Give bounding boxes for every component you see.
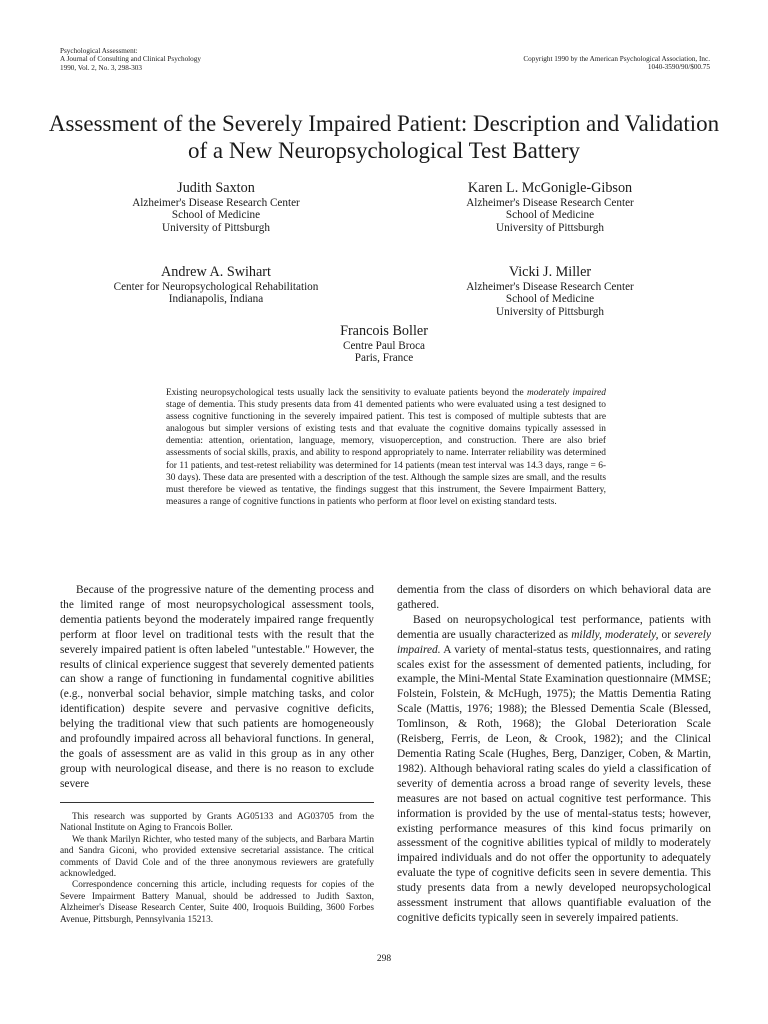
author-affiliation: School of Medicine [505, 293, 595, 306]
article-title [40, 110, 728, 164]
author-name: Judith Saxton [177, 180, 255, 196]
author-affiliation: Centre Paul Broca [342, 340, 426, 352]
journal-volume: 1990, Vol. 2, No. 3, 298-303 [60, 63, 142, 72]
copyright-line: Copyright 1990 by the American Psychological Association, Inc. [523, 55, 710, 63]
author-affiliation: Paris, France [354, 352, 414, 365]
footnotes [60, 812, 374, 926]
body-paragraph [397, 613, 711, 926]
author-block-miller [420, 264, 680, 318]
paragraph-text: or [658, 628, 675, 641]
emphasis-severely-impaired: severely impaired. [397, 628, 712, 656]
body-right-column [397, 583, 711, 926]
author-block-swihart [76, 264, 356, 306]
body-left-column [60, 583, 374, 792]
author-affiliation: Alzheimer's Disease Research Center [132, 197, 300, 209]
paragraph-text: Based on neuropsychological test performance, patients with dementia are usually characterized as [397, 613, 711, 641]
journal-subtitle: A Journal of Consulting and Clinical Psychology [60, 55, 201, 64]
continued-paragraph: dementia from the class of disorders on which behavioral data are gathered. [397, 584, 711, 611]
author-affiliation: Alzheimer's Disease Research Center [466, 197, 634, 209]
author-name: Vicki J. Miller [508, 264, 592, 280]
author-affiliation: Indianapolis, Indiana [168, 293, 264, 306]
author-block-saxton [86, 180, 346, 234]
emphasis-severity-terms: mildly, moderately, [571, 628, 659, 641]
abstract-text-rest: stage of dementia. This study presents data from 41 demented patients who were evaluated using a test designed to assess cognitive functioning in the severely impaired patient. This test is composed of multiple subtests that are analogous but simpler versions of existing tests and that evaluate the cognitive domains typically assessed in dementia: attention, orientation, language, memory, visuoperception, and construction. There are also brief assessments of social skills, praxis, and ability to respond appropriately to name. Interrater reliability was determined for 11 patients, and test-retest reliability was determined for 14 patients (mean test interval was 14.3 days, range = 6-30 days). These data are presented with a description of the test. Although the sample sizes are small, and the results must therefore be viewed as tentative, the findings suggest that this instrument, the Severe Impairment Battery, measures a range of cognitive functions in patients who perform at floor level on existing standard tests. [166, 400, 606, 507]
author-affiliation: Alzheimer's Disease Research Center [466, 281, 634, 293]
author-name: Francois Boller [340, 323, 428, 339]
author-affiliation: University of Pittsburgh [162, 221, 270, 234]
footnote-divider [60, 802, 374, 803]
title-line-1: Assessment of the Severely Impaired Patient: Description and Validation [48, 111, 720, 136]
footnote-correspondence: Correspondence concerning this article, including requests for copies of the Severe Impairment Battery Manual, should be addressed to Judith Saxton, Alzheimer's Disease Research Center, Suite 400, Iroquois Building, 3600 Forbes Avenue, Pittsburgh, Pennsylvania 15213. [60, 880, 374, 925]
paragraph-text: A variety of mental-status tests, questionnaires, and rating scales exist for the assessment of demented patients, including, for example, the Mini-Mental State Examination questionnaire (MMSE; Folstein, Folstein, & McHugh, 1975); the Mattis Dementia Rating Scale (Mattis, 1976; 1988); the Blessed Dementia Scale (Blessed, Tomlinson, & Roth, 1968); the Global Deterioration Scale (Reisberg, Ferris, de Leon, & Crook, 1982); and the Clinical Dementia Rating Scale (Hughes, Berg, Danziger, Coben, & Martin, 1982). Although behavioral rating scales do yield a classification of severity of dementia across a broad range of severity levels, these measures are not based on actual cognitive test performance. This information is provided by the use of mental-status tests; however, existing performance measures of this kind focus primarily on assessment of the cognitive abilities typical of mildly to moderately impaired individuals and do not offer the opportunity to adequately evaluate the type of cognitive deficits seen in severe dementia. This study presents data from a newly developed neuropsychological assessment instrument that allows quantifiable evaluation of the cognitive deficits typically seen in severely impaired patients. [397, 643, 711, 924]
journal-name: Psychological Assessment: [60, 47, 138, 55]
author-block-boller [284, 323, 484, 365]
author-affiliation: School of Medicine [505, 209, 595, 222]
footnote-acknowledgments: We thank Marilyn Richter, who tested many of the subjects, and Barbara Martin and Sandra Giconi, who provided extensive secretarial assistance. The critical comments of David Cole and of the three anonymous reviewers are gratefully acknowledged. [60, 834, 374, 880]
author-affiliation: University of Pittsburgh [496, 221, 604, 234]
copyright-notice [523, 55, 710, 72]
abstract [166, 387, 606, 508]
footnote-funding: This research was supported by Grants AG05133 and AG03705 from the National Institute on Aging to Francois Boller. [60, 812, 374, 834]
author-name: Andrew A. Swihart [161, 264, 271, 280]
author-block-mcgonigle-gibson [420, 180, 680, 234]
author-affiliation: Center for Neuropsychological Rehabilitation [113, 281, 319, 293]
abstract-text-start: Existing neuropsychological tests usually lack the sensitivity to evaluate patients beyond the [166, 388, 527, 398]
page-number: 298 [376, 954, 392, 964]
author-name: Karen L. McGonigle-Gibson [467, 180, 633, 196]
author-affiliation: School of Medicine [171, 209, 261, 222]
issn-line: 1040-3590/90/$00.75 [647, 63, 710, 72]
abstract-emphasis: moderately impaired [526, 388, 606, 398]
journal-citation [60, 47, 201, 72]
author-affiliation: University of Pittsburgh [496, 305, 604, 318]
title-line-2: of a New Neuropsychological Test Battery [187, 138, 581, 163]
intro-paragraph: Because of the progressive nature of the dementing process and the limited range of most neuropsychological assessment tools, dementia patients beyond the moderately impaired range frequently perform at floor level on traditional tests with the result that the severely impaired patient is often labeled "untestable." However, the results of clinical experience suggest that severely demented patients can show a range of functioning in fundamental cognitive abilities (e.g., nonverbal social behavior, simple matching tasks, and color identification) despite severe and pervasive cognitive deficits, belying the traditional view that such patients are homogeneously and profoundly impaired across all behavioral functions. In general, the goals of assessment are as valid in this group as in any other group with neurological disease, and there is no reason to exclude severe [60, 584, 374, 790]
